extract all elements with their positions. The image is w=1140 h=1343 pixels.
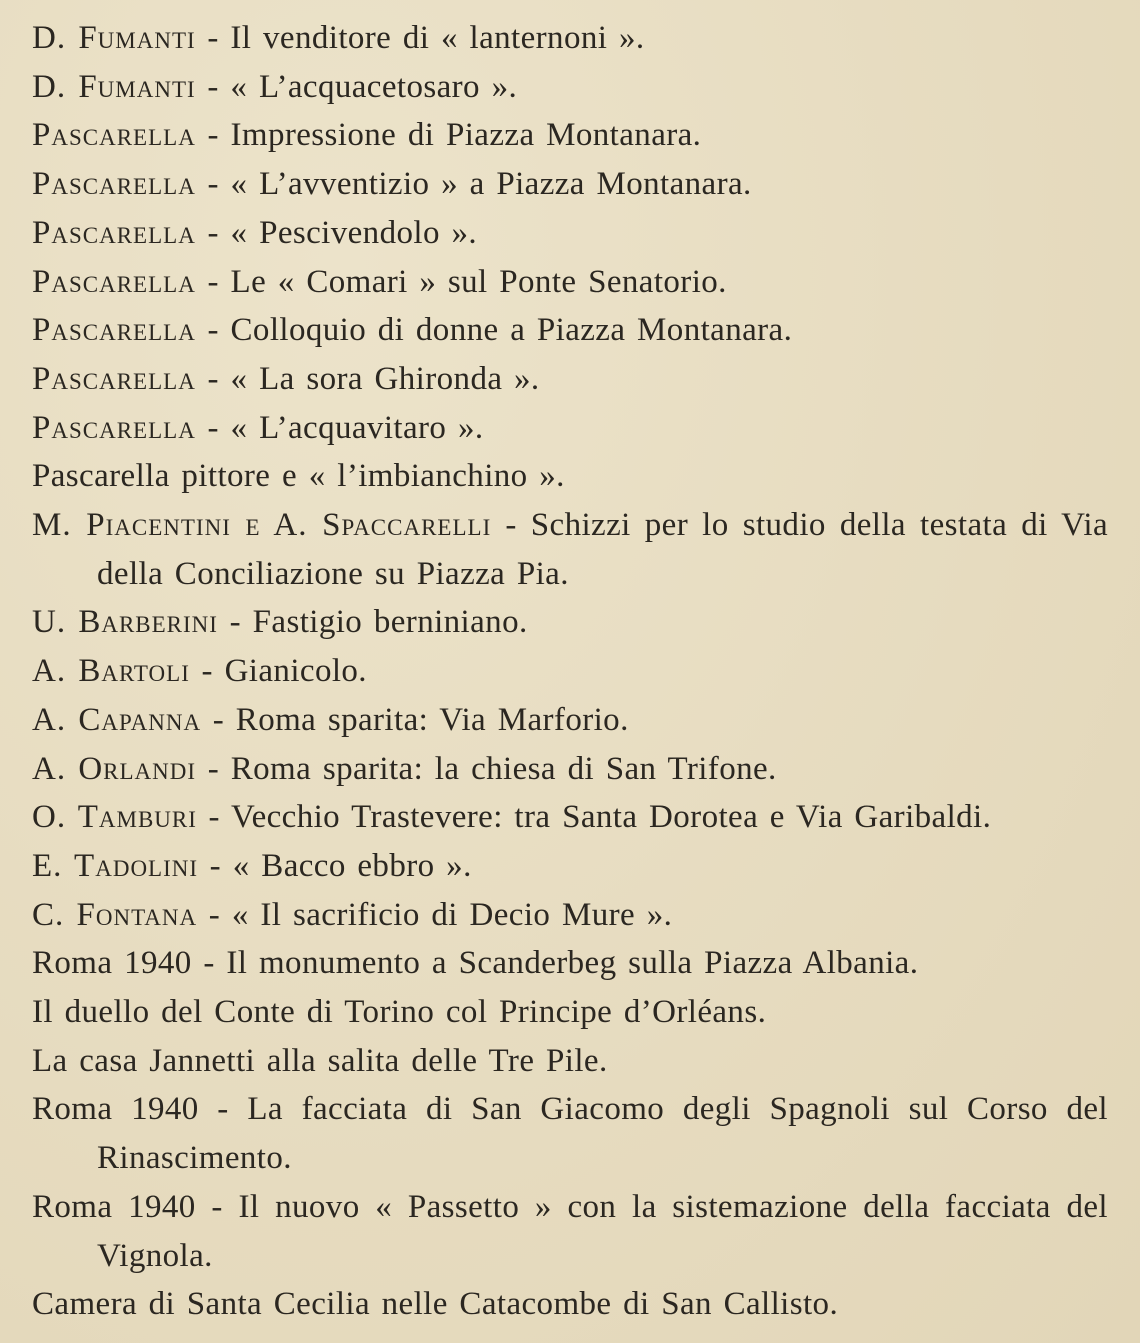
entry-author: U. Barberini	[32, 604, 218, 641]
entry-title: Pascarella pittore e « l’imbianchino ».	[32, 458, 565, 495]
list-item	[32, 209, 1108, 258]
list-item	[32, 696, 1108, 745]
entry-author: Pascarella	[32, 166, 196, 203]
list-item	[32, 63, 1108, 112]
entry-author: A. Bartoli	[32, 653, 190, 690]
list-item	[32, 598, 1108, 647]
entry-author: D. Fumanti	[32, 20, 196, 56]
entry-separator: -	[195, 214, 231, 251]
entry-separator: -	[201, 701, 236, 738]
entry-separator: -	[217, 604, 253, 641]
entry-title: Vecchio Trastevere: tra Santa Dorotea e Via Garibaldi.	[231, 799, 992, 836]
list-item	[32, 452, 1108, 501]
entry-separator: -	[195, 312, 231, 349]
entry-title: Il venditore di « lanternoni ».	[230, 20, 645, 56]
entry-separator: -	[189, 653, 225, 690]
entry-title: Roma 1940 - La facciata di San Giacomo degli Spagnoli sul Corso del Rinascimento.	[32, 1091, 1108, 1177]
list-item	[32, 355, 1108, 404]
entry-title: Roma 1940 - Il nuovo « Passetto » con la sistemazione della facciata del Vignola.	[32, 1188, 1108, 1274]
list-item	[32, 111, 1108, 160]
list-item	[32, 1183, 1108, 1280]
entry-author: D. Fumanti	[32, 68, 196, 105]
entry-title: Schizzi per lo studio della testata di Via della Conciliazione su Piazza Pia.	[97, 507, 1108, 592]
entry-title: Colloquio di donne a Piazza Montanara.	[230, 312, 793, 349]
entry-author: A. Orlandi	[32, 750, 197, 787]
entry-title: « Bacco ebbro ».	[232, 847, 472, 884]
entry-separator: -	[195, 409, 231, 446]
entry-separator: -	[491, 507, 531, 544]
entry-separator: -	[195, 20, 231, 56]
entry-title: Camera di Santa Cecilia nelle Catacombe di San Callisto.	[32, 1286, 839, 1323]
list-item	[32, 1280, 1108, 1329]
entry-separator: -	[196, 799, 231, 836]
entry-separator: -	[196, 750, 231, 787]
entry-separator: -	[195, 166, 231, 203]
entry-title: « Il sacrificio di Decio Mure ».	[231, 896, 673, 933]
entry-separator: -	[197, 896, 232, 933]
list-item	[32, 793, 1108, 842]
list-item	[32, 745, 1108, 794]
list-item	[32, 842, 1108, 891]
list-item	[32, 891, 1108, 940]
entry-title: Gianicolo.	[224, 653, 367, 690]
list-item	[32, 988, 1108, 1037]
list-item	[32, 939, 1108, 988]
entry-separator: -	[198, 847, 233, 884]
entry-title: La casa Jannetti alla salita delle Tre Pile.	[32, 1042, 608, 1079]
list-item	[32, 306, 1108, 355]
list-item	[32, 14, 1108, 63]
entry-separator: -	[195, 263, 231, 300]
list-item	[32, 1037, 1108, 1086]
entry-title: Roma sparita: Via Marforio.	[235, 701, 629, 738]
entry-author: C. Fontana	[32, 896, 198, 933]
list-item	[32, 404, 1108, 453]
list-item	[32, 160, 1108, 209]
entry-separator: -	[195, 360, 231, 397]
entry-author: E. Tadolini	[32, 847, 199, 884]
entry-author: Pascarella	[32, 214, 196, 251]
entry-title: « L’acquavitaro ».	[230, 409, 484, 446]
entry-title: « L’acquacetosaro ».	[230, 68, 518, 105]
entry-title: « La sora Ghironda ».	[230, 360, 540, 397]
entry-author: Pascarella	[32, 263, 196, 300]
entry-title: « Pescivendolo ».	[230, 214, 478, 251]
entry-title: Le « Comari » sul Ponte Senatorio.	[230, 263, 727, 300]
entry-separator: -	[195, 117, 231, 154]
list-item	[32, 501, 1108, 598]
list-item	[32, 1085, 1108, 1182]
illustration-list	[32, 14, 1108, 1329]
entry-title: Fastigio berniniano.	[252, 604, 528, 641]
entry-title: « L’avventizio » a Piazza Montanara.	[230, 166, 752, 203]
entry-author: Pascarella	[32, 312, 196, 349]
entry-author: M. Piacentini e A. Spaccarelli	[32, 507, 492, 544]
entry-author: A. Capanna	[32, 701, 202, 738]
list-item	[32, 258, 1108, 307]
entry-separator: -	[195, 68, 231, 105]
entry-title: Il duello del Conte di Torino col Principe d’Orléans.	[32, 994, 767, 1031]
entry-author: O. Tamburi	[32, 799, 197, 836]
entry-author: Pascarella	[32, 409, 196, 446]
entry-author: Pascarella	[32, 117, 196, 154]
entry-author: Pascarella	[32, 360, 196, 397]
entry-title: Roma 1940 - Il monumento a Scanderbeg sulla Piazza Albania.	[32, 945, 919, 982]
entry-title: Roma sparita: la chiesa di San Trifone.	[230, 750, 777, 787]
list-item	[32, 647, 1108, 696]
entry-title: Impressione di Piazza Montanara.	[230, 117, 702, 154]
